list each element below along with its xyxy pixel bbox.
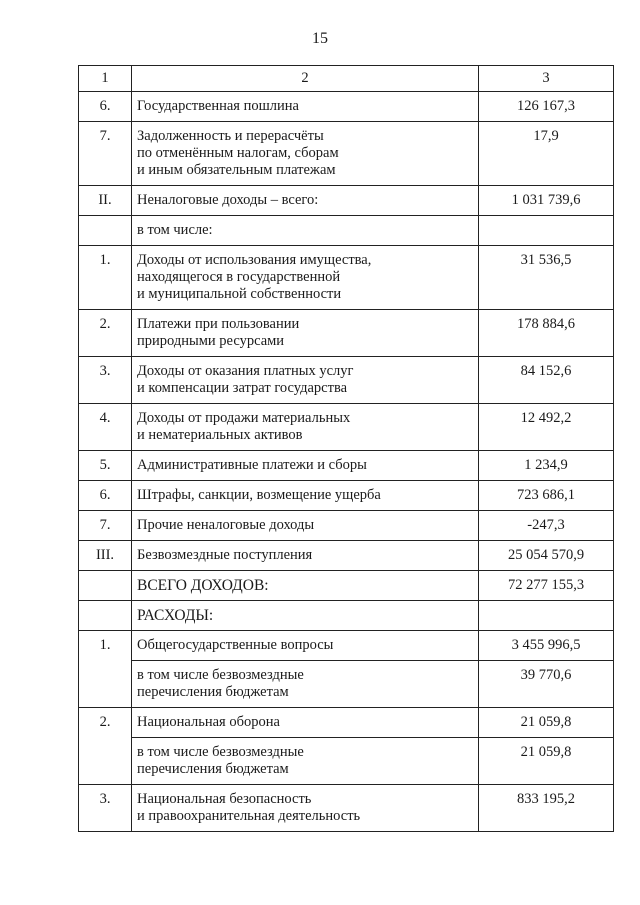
row-description	[132, 511, 479, 541]
row-amount: 21 059,8	[479, 738, 614, 785]
row-description	[132, 708, 479, 738]
row-amount: 3 455 996,5	[479, 631, 614, 661]
description-line: Неналоговые доходы – всего:	[137, 192, 319, 208]
row-number	[79, 738, 132, 785]
description-line: и муниципальной собственности	[137, 286, 342, 302]
description-line: и правоохранительная деятельность	[137, 808, 361, 824]
table-row	[79, 186, 614, 216]
description-line: находящегося в государственной	[137, 269, 341, 285]
row-number: 3.	[79, 357, 132, 404]
row-amount: 1 031 739,6	[479, 186, 614, 216]
row-number: 2.	[79, 708, 132, 738]
row-number	[79, 216, 132, 246]
description-line: Задолженность и перерасчёты	[137, 128, 324, 144]
row-description	[132, 738, 479, 785]
description-line: Национальная оборона	[137, 714, 280, 730]
row-description	[132, 785, 479, 832]
description-line: Государственная пошлина	[137, 98, 299, 114]
row-amount: 833 195,2	[479, 785, 614, 832]
row-description	[132, 92, 479, 122]
row-number: 7.	[79, 122, 132, 186]
row-number	[79, 661, 132, 708]
row-amount: 84 152,6	[479, 357, 614, 404]
row-number: 1.	[79, 246, 132, 310]
table-row	[79, 216, 614, 246]
row-amount: 72 277 155,3	[479, 571, 614, 601]
description-line: перечисления бюджетам	[137, 684, 289, 700]
header-col-1: 1	[79, 66, 132, 92]
description-line: Штрафы, санкции, возмещение ущерба	[137, 487, 381, 503]
description-line: и иным обязательным платежам	[137, 162, 336, 178]
description-line: Прочие неналоговые доходы	[137, 517, 315, 533]
table-row	[79, 122, 614, 186]
table-row	[79, 451, 614, 481]
row-description	[132, 661, 479, 708]
row-amount: 17,9	[479, 122, 614, 186]
row-number	[79, 571, 132, 601]
row-amount: 25 054 570,9	[479, 541, 614, 571]
row-number: 3.	[79, 785, 132, 832]
row-description	[132, 310, 479, 357]
row-number: 6.	[79, 481, 132, 511]
row-amount: 126 167,3	[479, 92, 614, 122]
description-line: Безвозмездные поступления	[137, 547, 313, 563]
row-amount: 21 059,8	[479, 708, 614, 738]
row-description	[132, 451, 479, 481]
row-description	[132, 122, 479, 186]
row-description	[132, 186, 479, 216]
row-description	[132, 481, 479, 511]
row-number: 2.	[79, 310, 132, 357]
table-row	[79, 661, 614, 708]
description-line: Общегосударственные вопросы	[137, 637, 334, 653]
table-row	[79, 92, 614, 122]
budget-table	[78, 65, 614, 832]
row-number	[79, 601, 132, 631]
description-line: по отменённым налогам, сборам	[137, 145, 339, 161]
table-row	[79, 404, 614, 451]
table-row	[79, 785, 614, 832]
table-row	[79, 246, 614, 310]
description-line: Платежи при пользовании	[137, 316, 300, 332]
row-amount: 723 686,1	[479, 481, 614, 511]
row-amount	[479, 216, 614, 246]
row-number: III.	[79, 541, 132, 571]
row-description	[132, 216, 479, 246]
row-number: 6.	[79, 92, 132, 122]
row-amount: 178 884,6	[479, 310, 614, 357]
description-line: в том числе:	[137, 222, 213, 238]
description-line: Доходы от продажи материальных	[137, 410, 351, 426]
row-amount	[479, 601, 614, 631]
row-number: II.	[79, 186, 132, 216]
row-amount: 39 770,6	[479, 661, 614, 708]
table-row	[79, 708, 614, 738]
description-line: и компенсации затрат государства	[137, 380, 348, 396]
description-line: Административные платежи и сборы	[137, 457, 367, 473]
row-amount: 1 234,9	[479, 451, 614, 481]
row-amount: 31 536,5	[479, 246, 614, 310]
description-line: и нематериальных активов	[137, 427, 303, 443]
row-description	[132, 631, 479, 661]
description-line: ВСЕГО ДОХОДОВ:	[137, 577, 269, 594]
budget-table-body	[79, 66, 614, 832]
table-row	[79, 511, 614, 541]
table-row	[79, 571, 614, 601]
row-number: 1.	[79, 631, 132, 661]
description-line: Доходы от использования имущества,	[137, 252, 372, 268]
table-row	[79, 631, 614, 661]
row-number: 4.	[79, 404, 132, 451]
description-line: Доходы от оказания платных услуг	[137, 363, 354, 379]
table-row	[79, 481, 614, 511]
page-number: 15	[312, 30, 328, 47]
row-description	[132, 571, 479, 601]
row-description	[132, 246, 479, 310]
description-line: природными ресурсами	[137, 333, 285, 349]
description-line: в том числе безвозмездные	[137, 744, 304, 760]
description-line: в том числе безвозмездные	[137, 667, 304, 683]
table-row	[79, 310, 614, 357]
row-number: 5.	[79, 451, 132, 481]
description-line: перечисления бюджетам	[137, 761, 289, 777]
table-row	[79, 601, 614, 631]
row-description	[132, 357, 479, 404]
table-row	[79, 541, 614, 571]
row-amount: 12 492,2	[479, 404, 614, 451]
table-header-row	[79, 66, 614, 92]
table-row	[79, 357, 614, 404]
row-description	[132, 601, 479, 631]
description-line: Национальная безопасность	[137, 791, 312, 807]
description-line: РАСХОДЫ:	[137, 607, 214, 624]
row-description	[132, 541, 479, 571]
row-description	[132, 404, 479, 451]
header-col-2: 2	[132, 66, 479, 92]
header-col-3: 3	[479, 66, 614, 92]
row-amount: -247,3	[479, 511, 614, 541]
row-number: 7.	[79, 511, 132, 541]
table-row	[79, 738, 614, 785]
